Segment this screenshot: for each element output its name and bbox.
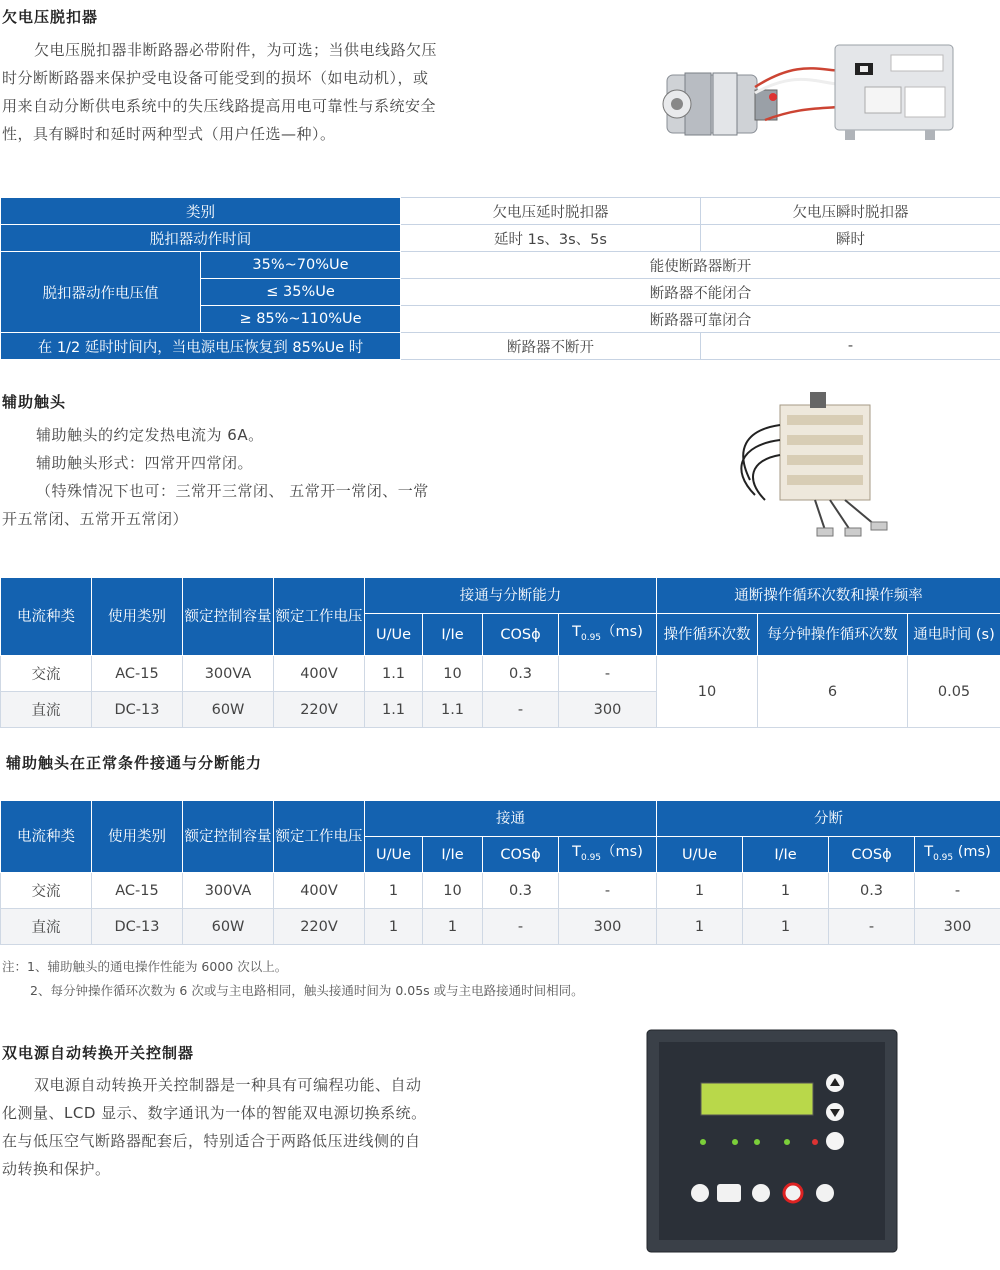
cell-cos: 0.3 xyxy=(483,873,559,909)
cell-cos-break: - xyxy=(829,909,915,945)
cell-t-break: - xyxy=(915,873,1000,909)
header-ie: I/Ie xyxy=(423,614,483,656)
header-usage-category: 使用类别 xyxy=(92,578,183,656)
header-rated-voltage: 额定工作电压 xyxy=(274,578,365,656)
table-row xyxy=(1,909,1000,945)
cell-delay-time: 延时 1s、3s、5s xyxy=(401,225,701,252)
header-t095: $T_{0.95}(ms)$ xyxy=(559,614,657,656)
row-label-recovery: 在 1/2 延时时间内，当电源电压恢复到 85%Ue 时 xyxy=(1,333,401,360)
cell-recovery-instant: - xyxy=(701,333,1000,360)
cell-type: 直流 xyxy=(1,692,92,728)
cell-capacity: 60W xyxy=(183,909,274,945)
cell-ue: 1 xyxy=(365,909,423,945)
undervoltage-description xyxy=(2,36,482,148)
normal-make-break-table xyxy=(0,800,1000,945)
header-operation-count: 操作循环次数 xyxy=(657,614,758,656)
voltage-result: 断路器不能闭合 xyxy=(401,279,1000,306)
cell-ie-break: 1 xyxy=(743,873,829,909)
ats-controller-image xyxy=(645,1028,905,1258)
cell-instant-time: 瞬时 xyxy=(701,225,1000,252)
header-current-type: 电流种类 xyxy=(1,801,92,873)
cell-ue: 1 xyxy=(365,873,423,909)
header-ie: I/Ie xyxy=(423,837,483,873)
cell-capacity: 60W xyxy=(183,692,274,728)
cell-cos: - xyxy=(483,692,559,728)
cell-category: DC-13 xyxy=(92,692,183,728)
ats-controller-description xyxy=(2,1071,472,1183)
cell-recovery-delay: 断路器不断开 xyxy=(401,333,701,360)
cell-type: 直流 xyxy=(1,909,92,945)
section-title-auxiliary-contact: 辅助触头 xyxy=(2,393,67,411)
cell-cycles-per-minute: 6 xyxy=(758,656,908,728)
header-delay-releaser: 欠电压延时脱扣器 xyxy=(401,198,701,225)
cell-on-time: 0.05 xyxy=(908,656,1000,728)
cell-voltage: 400V xyxy=(274,656,365,692)
header-cos: COSϕ xyxy=(483,837,559,873)
cell-ie: 10 xyxy=(423,656,483,692)
header-cos: COSϕ xyxy=(483,614,559,656)
section-title-ats-controller: 双电源自动转换开关控制器 xyxy=(2,1044,195,1062)
header-ue: U/Ue xyxy=(365,614,423,656)
paragraph-line: 动转换和保护。 xyxy=(2,1160,111,1178)
cell-ue-break: 1 xyxy=(657,909,743,945)
table-row xyxy=(1,873,1000,909)
cell-t-break: 300 xyxy=(915,909,1000,945)
paragraph-line: 欠电压脱扣器非断路器必带附件，为可选；当供电线路欠压 xyxy=(34,41,438,59)
auxiliary-contact-capacity-table xyxy=(0,577,1000,728)
section-title-undervoltage: 欠电压脱扣器 xyxy=(2,8,99,26)
paragraph-line: 辅助触头形式：四常开四常闭。 xyxy=(36,454,254,472)
cell-voltage: 400V xyxy=(274,873,365,909)
cell-t: - xyxy=(559,873,657,909)
cell-t: 300 xyxy=(559,909,657,945)
header-make-break-capacity: 接通与分断能力 xyxy=(365,578,657,614)
auxiliary-contact-description xyxy=(2,421,482,533)
paragraph-line: （特殊情况下也可：三常开三常闭、 五常开一常闭、一常 xyxy=(36,482,429,500)
notes xyxy=(2,955,584,1003)
cell-voltage: 220V xyxy=(274,692,365,728)
header-rated-voltage: 额定工作电压 xyxy=(274,801,365,873)
cell-type: 交流 xyxy=(1,656,92,692)
auxiliary-contact-image xyxy=(725,390,895,550)
cell-type: 交流 xyxy=(1,873,92,909)
table-row xyxy=(1,656,1000,692)
header-operation-cycles: 通断操作循环次数和操作频率 xyxy=(657,578,1000,614)
note-line: 注：1、辅助触头的通电操作性能为 6000 次以上。 xyxy=(2,959,288,974)
cell-ie: 10 xyxy=(423,873,483,909)
voltage-result: 断路器可靠闭合 xyxy=(401,306,1000,333)
paragraph-line: 双电源自动转换开关控制器是一种具有可编程功能、自动 xyxy=(34,1076,422,1094)
header-t095-break: $T_{0.95}$ (ms) xyxy=(915,837,1000,873)
header-category: 类别 xyxy=(1,198,401,225)
header-ue: U/Ue xyxy=(365,837,423,873)
paragraph-line: 开五常闭、五常开五常闭） xyxy=(2,510,189,528)
cell-operation-count: 10 xyxy=(657,656,758,728)
paragraph-line: 在与低压空气断路器配套后，特别适合于两路低压进线侧的自 xyxy=(2,1132,421,1150)
header-current-type: 电流种类 xyxy=(1,578,92,656)
cell-ie: 1.1 xyxy=(423,692,483,728)
header-rated-capacity: 额定控制容量 xyxy=(183,578,274,656)
header-ie-break: I/Ie xyxy=(743,837,829,873)
voltage-range: ≥ 85%~110%Ue xyxy=(201,306,401,333)
cell-capacity: 300VA xyxy=(183,656,274,692)
cell-ie-break: 1 xyxy=(743,909,829,945)
undervoltage-releaser-image xyxy=(655,35,965,155)
cell-t: - xyxy=(559,656,657,692)
cell-ie: 1 xyxy=(423,909,483,945)
cell-ue: 1.1 xyxy=(365,656,423,692)
cell-category: AC-15 xyxy=(92,656,183,692)
row-label-action-time: 脱扣器动作时间 xyxy=(1,225,401,252)
header-make: 接通 xyxy=(365,801,657,837)
cell-t: 300 xyxy=(559,692,657,728)
voltage-range: 35%~70%Ue xyxy=(201,252,401,279)
header-on-time: 通电时间 (s) xyxy=(908,614,1000,656)
paragraph-line: 辅助触头的约定发热电流为 6A。 xyxy=(36,426,264,444)
row-label-action-voltage: 脱扣器动作电压值 xyxy=(1,252,201,333)
undervoltage-table xyxy=(0,197,1000,360)
note-line: 2、每分钟操作循环次数为 6 次或与主电路相同，触头接通时间为 0.05s 或与主电路接通时间相同。 xyxy=(30,983,584,998)
cell-cos-break: 0.3 xyxy=(829,873,915,909)
paragraph-line: 时分断断路器来保护受电设备可能受到的损坏（如电动机），或 xyxy=(2,69,429,87)
cell-category: AC-15 xyxy=(92,873,183,909)
cell-category: DC-13 xyxy=(92,909,183,945)
header-ue-break: U/Ue xyxy=(657,837,743,873)
cell-voltage: 220V xyxy=(274,909,365,945)
cell-ue: 1.1 xyxy=(365,692,423,728)
paragraph-line: 用来自动分断供电系统中的失压线路提高用电可靠性与系统安全 xyxy=(2,97,437,115)
header-t095: $T_{0.95}(ms)$ xyxy=(559,837,657,873)
cell-cos: - xyxy=(483,909,559,945)
paragraph-line: 化测量、LCD 显示、数字通讯为一体的智能双电源切换系统。 xyxy=(2,1104,427,1122)
paragraph-line: 性，具有瞬时和延时两种型式（用户任选—种）。 xyxy=(2,125,336,143)
cell-ue-break: 1 xyxy=(657,873,743,909)
header-cycles-per-minute: 每分钟操作循环次数 xyxy=(758,614,908,656)
header-instant-releaser: 欠电压瞬时脱扣器 xyxy=(701,198,1000,225)
cell-cos: 0.3 xyxy=(483,656,559,692)
section-title-normal-conditions: 辅助触头在正常条件接通与分断能力 xyxy=(6,754,263,772)
cell-capacity: 300VA xyxy=(183,873,274,909)
header-cos-break: COSϕ xyxy=(829,837,915,873)
voltage-result: 能使断路器断开 xyxy=(401,252,1000,279)
header-break: 分断 xyxy=(657,801,1000,837)
header-rated-capacity: 额定控制容量 xyxy=(183,801,274,873)
header-usage-category: 使用类别 xyxy=(92,801,183,873)
voltage-range: ≤ 35%Ue xyxy=(201,279,401,306)
